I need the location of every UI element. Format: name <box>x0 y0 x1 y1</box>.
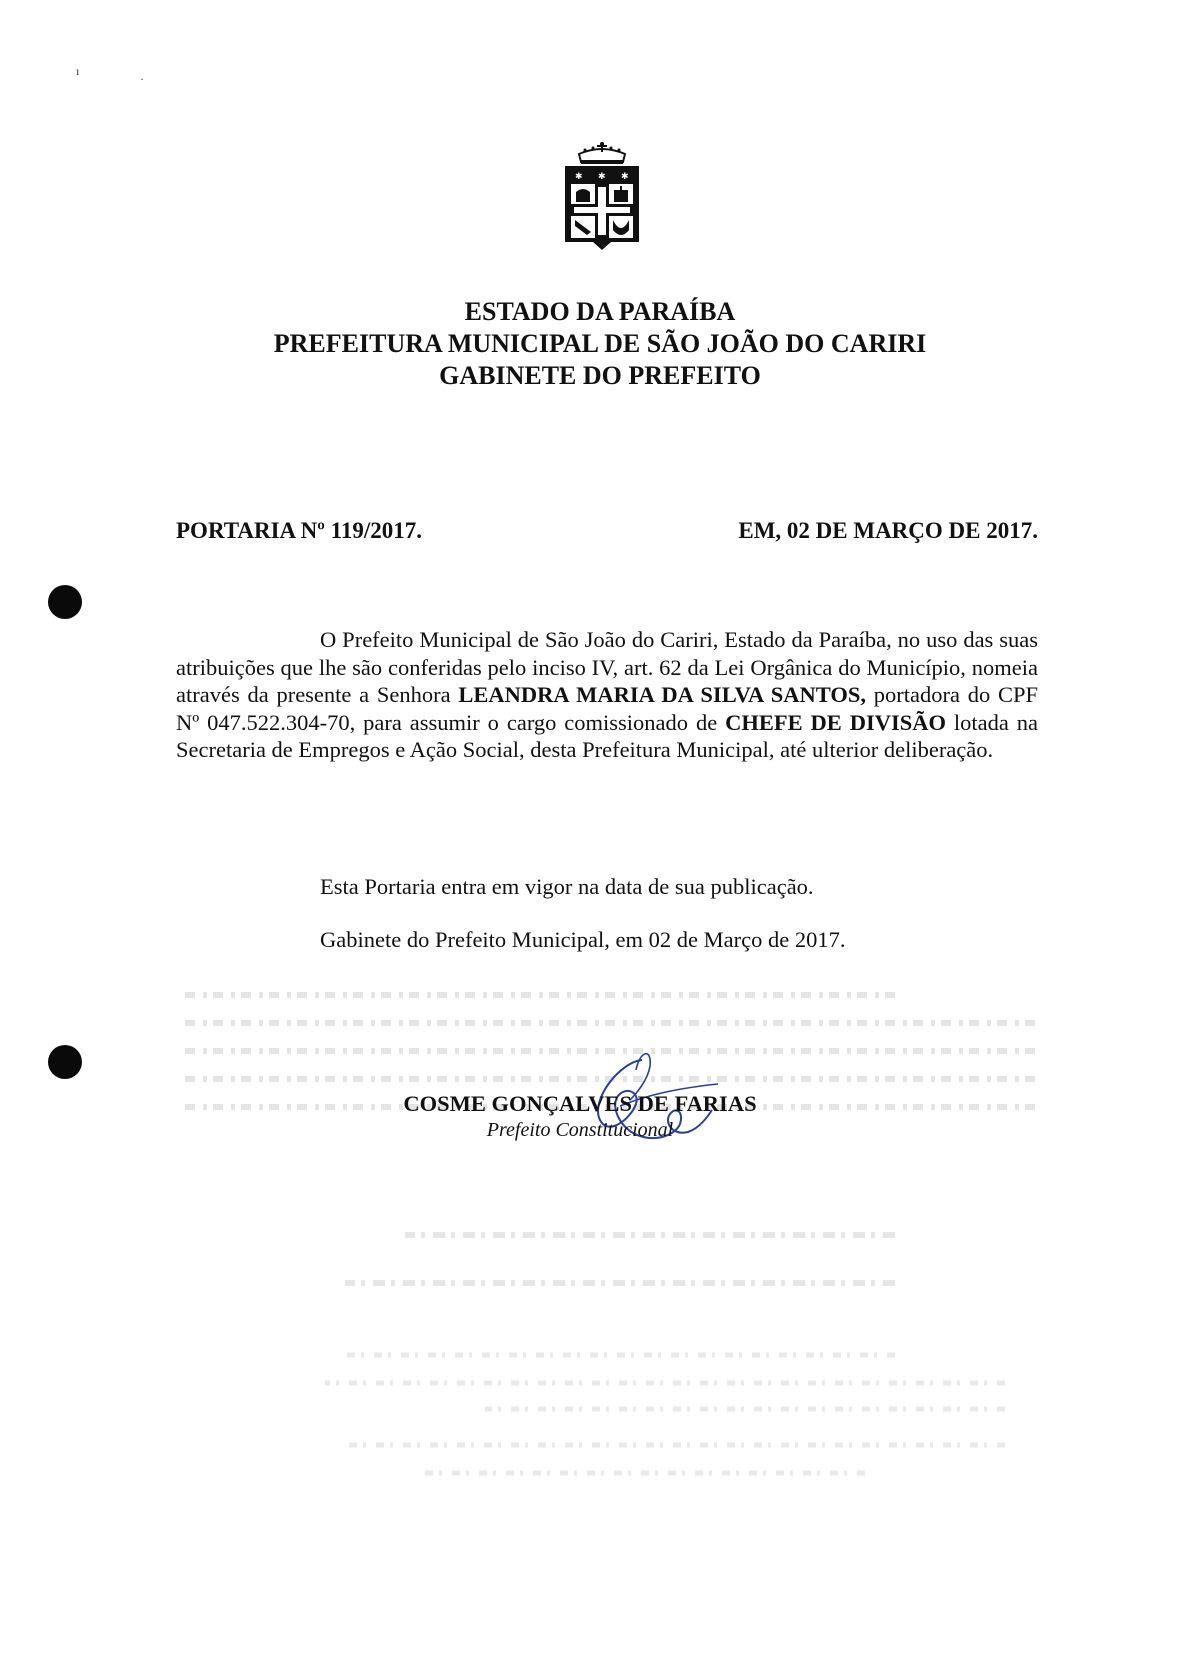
scan-speck-icon: ı <box>76 64 80 78</box>
body-closing: lotada na Secretaria de Empregos e Ação Social, desta Prefeitura Municipal, até ulterior deliberação. <box>176 709 1038 762</box>
header-state: ESTADO DA PARAÍBA <box>464 297 736 326</box>
portaria-body <box>176 626 1038 764</box>
scan-speck-icon: · <box>140 72 144 86</box>
position-title: CHEFE DE DIVISÃO <box>725 709 946 735</box>
signatory-name: COSME GONÇALVES DE FARIAS <box>403 1091 757 1116</box>
signature-block <box>320 1090 840 1142</box>
header-office: GABINETE DO PREFEITO <box>439 361 761 390</box>
place-date-line: Gabinete do Prefeito Municipal, em 02 de Março de 2017. <box>320 927 846 952</box>
document-header <box>170 296 1030 392</box>
signatory-title: Prefeito Constitucional <box>486 1119 674 1141</box>
bleed-through-texture <box>175 1345 1045 1505</box>
header-municipality: PREFEITURA MUNICIPAL DE SÃO JOÃO DO CARIRI <box>273 329 927 358</box>
bleed-through-texture <box>175 1225 1045 1305</box>
body-intro: O Prefeito Municipal de São João do Cariri, Estado da Paraíba, no uso das suas atribuições que lhe são conferidas pelo inciso IV, art. 62 da Lei Orgânica do Município, nomeia através da presente a Senhora <box>176 627 1038 707</box>
punch-hole-icon <box>48 585 82 619</box>
body-cpf: portadora do CPF Nº 047.522.304-70, para assumir o cargo comissionado de <box>176 682 1039 735</box>
svg-text:✱: ✱ <box>575 172 583 182</box>
nominee-name: LEANDRA MARIA DA SILVA SANTOS, <box>458 682 866 707</box>
effective-clause: Esta Portaria entra em vigor na data de sua publicação. <box>320 874 814 899</box>
punch-hole-icon <box>48 1045 82 1079</box>
portaria-date: EM, 02 DE MARÇO DE 2017. <box>738 518 1038 543</box>
portaria-number: PORTARIA Nº 119/2017. <box>176 518 422 543</box>
svg-text:✱: ✱ <box>598 172 606 182</box>
svg-text:✱: ✱ <box>621 172 629 182</box>
municipal-coat-of-arms-icon <box>557 140 647 255</box>
